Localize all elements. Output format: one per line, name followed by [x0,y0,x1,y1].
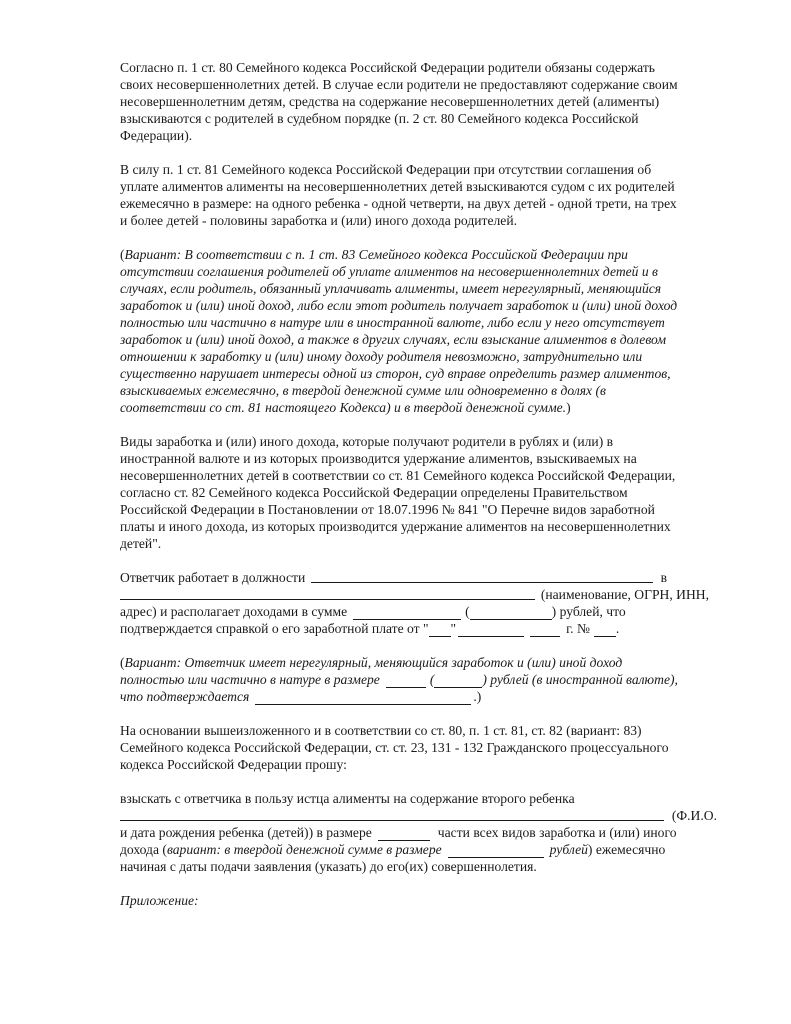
text-segment: и дата рождения ребенка (детей)) в размере [120,825,372,840]
text-line: существенно нарушает интересы одной из сторон, суд вправе определить размер алиментов, [120,366,671,381]
text-line: детей". [120,536,162,551]
text-segment: дохода ( [120,842,167,857]
text-segment: Ответчик работает в должности [120,570,306,585]
text-line: ежемесячно в размере: на одного ребенка - одной четверти, на двух детей - одной трети, на трех [120,196,677,211]
text-line: Семейного кодекса Российской Федерации, ст. ст. 23, 131 - 132 Гражданского процессуального [120,740,669,755]
blank-income-words-field[interactable] [470,607,552,620]
text-line: несовершеннолетних детей в соответствии со ст. 81 Семейного кодекса Российской Федерации, [120,468,676,483]
attachment-label: Приложение: [120,893,199,908]
blank-day-field[interactable] [429,624,451,637]
text-segment: ) рублей (в иностранной валюте), [482,672,678,687]
text-line: Федерации). [120,128,193,143]
text-line: и более детей - половины заработка и (или) иного дохода родителей. [120,213,517,228]
paragraph-request-alimony [120,790,723,875]
text-line: заработок и (или) иной доход, а также в других случаях, если взыскание алиментов в долевом [120,332,667,347]
text-segment: ) ежемесячно [587,842,666,857]
blank-month-field[interactable] [458,624,524,637]
paragraph-request-basis [120,722,723,773]
text-line: несовершеннолетним детям, средства на содержание несовершеннолетних детей (алименты) [120,94,660,109]
text-segment: рублей [549,842,588,857]
text-line: Вариант: В соответствии с п. 1 ст. 83 Семейного кодекса Российской Федерации при [124,247,628,262]
text-line: В силу п. 1 ст. 81 Семейного кодекса Российской Федерации при отсутствии соглашения об [120,162,652,177]
blank-income-amount-field[interactable] [353,607,461,620]
text-segment: ( [465,604,470,619]
blank-fixed-sum-field[interactable] [448,845,544,858]
text-line: иностранной валюте и из которых производится удержание алиментов, взыскиваемых на [120,451,637,466]
text-line: На основании вышеизложенного и в соответствии со ст. 80, п. 1 ст. 81, ст. 82 (вариант: 83) [120,723,642,738]
blank-certificate-number-field[interactable] [594,624,616,637]
text-line: Вариант: Ответчик имеет нерегулярный, меняющийся заработок и (или) иной доход [124,655,623,670]
close-paren: .) [473,689,482,704]
text-segment: . [615,621,620,636]
blank-employer-field[interactable] [120,587,535,600]
open-paren: ( [120,655,125,670]
text-line: отношении к заработку и (или) иному доходу родителя невозможно, затруднительно или [120,349,643,364]
text-line: взыскиваемых ежемесячно, в твердой денежной сумме или одновременно в долях (в [120,383,606,398]
text-line: уплате алиментов алименты на несовершеннолетних детей взыскиваются судом с их родителей [120,179,675,194]
paragraph-defendant-income [120,569,723,637]
blank-amount-field[interactable] [386,675,426,688]
text-segment: полностью или частично в натуре в размере [120,672,380,687]
paragraph-article-80 [120,59,723,144]
text-line: Российской Федерации в Постановлении от 18.07.1996 № 841 "О Перечне видов заработной [120,502,655,517]
text-segment: (наименование, ОГРН, ИНН, [540,587,709,602]
open-paren: ( [120,247,125,262]
text-line: своих несовершеннолетних детей. В случае если родители не предоставляют содержание своим [120,77,678,92]
text-line: Согласно п. 1 ст. 80 Семейного кодекса Российской Федерации родители обязаны содержать [120,60,655,75]
text-line: платы и иного дохода, из которых производится удержание алиментов на несовершеннолетних [120,519,671,534]
text-line: случаях, если родитель, обязанный уплачивать алименты, имеет нерегулярный, меняющийся [120,281,662,296]
text-segment: ) рублей, что [551,604,626,619]
text-segment: ( [429,672,435,687]
text-segment: г. № [566,621,590,636]
blank-share-field[interactable] [378,828,430,841]
text-segment: (Ф.И.О. [671,808,717,823]
text-line: взыскиваются с родителей в судебном порядке (п. 2 ст. 80 Семейного кодекса Российской [120,111,639,126]
text-segment: " [450,621,457,636]
text-segment: адрес) и располагает доходами в сумме [120,604,348,619]
text-line: отсутствии соглашения родителей об уплате алиментов на несовершеннолетних детей и в [120,264,658,279]
text-line: кодекса Российской Федерации прошу: [120,757,347,772]
paragraph-variant-irregular-income [120,654,723,705]
paragraph-article-82 [120,433,723,552]
paragraph-variant-article-83 [120,246,723,416]
blank-child-name-field[interactable] [120,808,664,821]
text-line: начиная с даты подачи заявления (указать) до его(их) совершеннолетия. [120,859,537,874]
text-segment: части всех видов заработка и (или) иного [437,825,677,840]
text-line: взыскать с ответчика в пользу истца алименты на содержание второго ребенка [120,791,575,806]
text-segment: что подтверждается [120,689,250,704]
paragraph-article-81 [120,161,723,229]
blank-position-field[interactable] [311,570,652,583]
text-line: согласно ст. 82 Семейного кодекса Российской Федерации определены Правительством [120,485,628,500]
close-paren: ) [566,400,571,415]
text-segment: в [660,570,667,585]
blank-amount-words-field[interactable] [434,675,482,688]
text-line: соответствии со ст. 81 настоящего Кодекса) и в твердой денежной сумме. [120,400,567,415]
text-segment: подтверждается справкой о его заработной плате от " [120,621,429,636]
text-line: полностью или частично в натуре или в иностранной валюте, либо если у него отсутствует [120,315,665,330]
text-line: Виды заработка и (или) иного дохода, которые получают родители в рублях и (или) в [120,434,614,449]
text-segment: вариант: в твердой денежной сумме в размере [166,842,442,857]
text-line: заработок и (или) иной доход, либо если этот родитель получает заработок и (или) иной доход [120,298,678,313]
blank-evidence-field[interactable] [255,692,471,705]
blank-year-field[interactable] [530,624,560,637]
